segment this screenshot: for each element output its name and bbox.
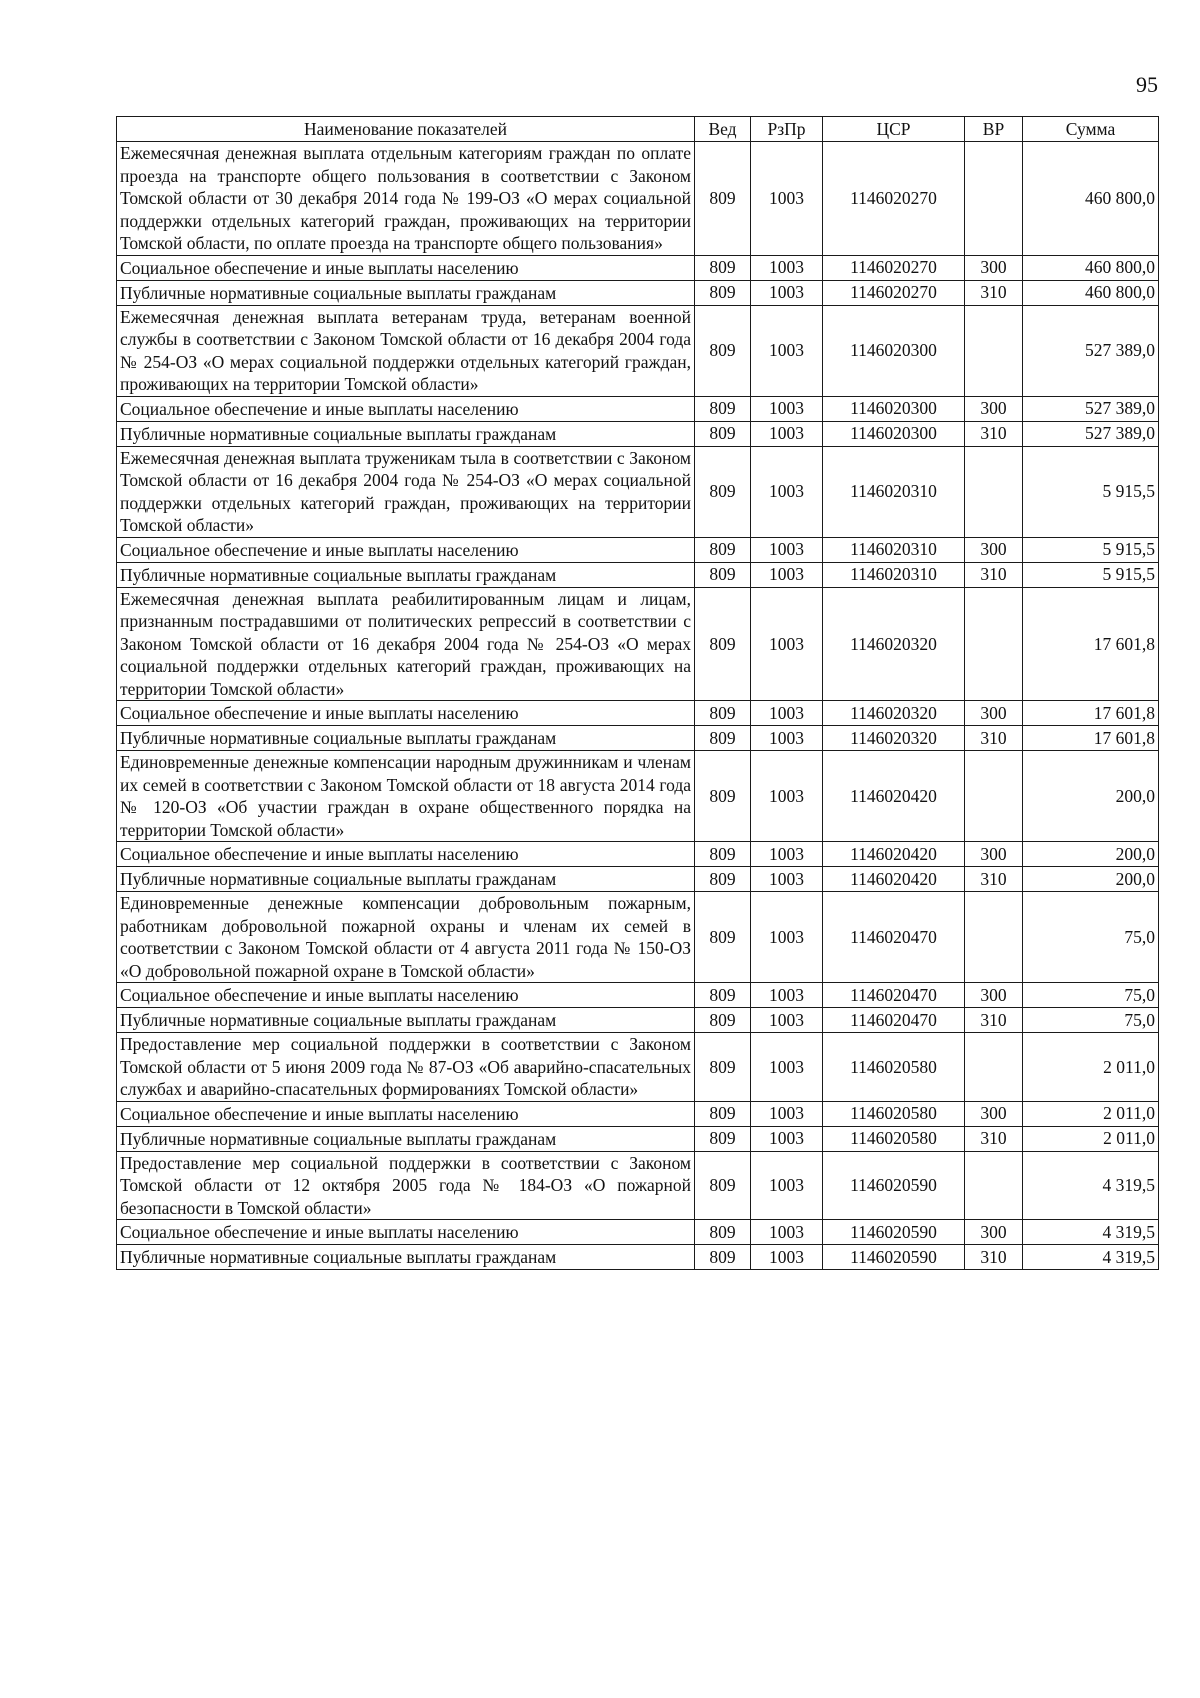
table-row <box>117 867 1159 892</box>
cell-rzpr: 1003 <box>751 396 823 421</box>
cell-rzpr: 1003 <box>751 255 823 280</box>
cell-vr <box>965 142 1023 256</box>
table-row <box>117 421 1159 446</box>
cell-name: Единовременные денежные компенсации народным дружинникам и членам их семей в соответствии с Законом Томской области от 18 августа 2014 года № 120-ОЗ «Об участии граждан в охране общественного порядка на территории Томской области» <box>117 751 695 842</box>
table-body <box>117 142 1159 1270</box>
cell-rzpr: 1003 <box>751 1008 823 1033</box>
cell-csr: 1146020580 <box>823 1101 965 1126</box>
cell-sum: 17 601,8 <box>1023 726 1159 751</box>
cell-rzpr: 1003 <box>751 726 823 751</box>
table-row <box>117 1101 1159 1126</box>
cell-vr: 310 <box>965 562 1023 587</box>
cell-rzpr: 1003 <box>751 1245 823 1270</box>
cell-csr: 1146020300 <box>823 396 965 421</box>
header-name: Наименование показателей <box>117 117 695 142</box>
cell-rzpr: 1003 <box>751 537 823 562</box>
cell-sum: 17 601,8 <box>1023 701 1159 726</box>
table-row <box>117 562 1159 587</box>
header-csr: ЦСР <box>823 117 965 142</box>
cell-rzpr: 1003 <box>751 562 823 587</box>
cell-csr: 1146020470 <box>823 1008 965 1033</box>
cell-sum: 4 319,5 <box>1023 1220 1159 1245</box>
cell-sum: 2 011,0 <box>1023 1033 1159 1102</box>
table-row <box>117 1245 1159 1270</box>
table-row <box>117 983 1159 1008</box>
cell-csr: 1146020300 <box>823 421 965 446</box>
cell-name: Публичные нормативные социальные выплаты гражданам <box>117 726 695 751</box>
cell-sum: 2 011,0 <box>1023 1101 1159 1126</box>
header-rzpr: РзПр <box>751 117 823 142</box>
cell-ved: 809 <box>695 562 751 587</box>
cell-sum: 460 800,0 <box>1023 142 1159 256</box>
cell-ved: 809 <box>695 1151 751 1220</box>
cell-rzpr: 1003 <box>751 842 823 867</box>
cell-csr: 1146020580 <box>823 1033 965 1102</box>
cell-sum: 5 915,5 <box>1023 562 1159 587</box>
cell-vr: 310 <box>965 421 1023 446</box>
cell-ved: 809 <box>695 867 751 892</box>
cell-vr: 310 <box>965 1008 1023 1033</box>
cell-ved: 809 <box>695 280 751 305</box>
cell-vr: 310 <box>965 867 1023 892</box>
cell-rzpr: 1003 <box>751 867 823 892</box>
cell-ved: 809 <box>695 421 751 446</box>
cell-name: Социальное обеспечение и иные выплаты населению <box>117 983 695 1008</box>
cell-sum: 4 319,5 <box>1023 1245 1159 1270</box>
table-row <box>117 726 1159 751</box>
cell-vr: 300 <box>965 537 1023 562</box>
table-row <box>117 1126 1159 1151</box>
cell-rzpr: 1003 <box>751 1151 823 1220</box>
budget-table <box>116 116 1159 1270</box>
cell-ved: 809 <box>695 142 751 256</box>
cell-name: Социальное обеспечение и иные выплаты населению <box>117 255 695 280</box>
cell-name: Ежемесячная денежная выплата отдельным категориям граждан по оплате проезда на транспорте общего пользования в соответствии с Законом Томской области от 30 декабря 2014 года № 199-ОЗ «О мерах социальной поддержки отдельных категорий граждан, проживающих на территории Томской области, по оплате проезда на транспорте общего пользования» <box>117 142 695 256</box>
cell-csr: 1146020300 <box>823 305 965 396</box>
cell-name: Предоставление мер социальной поддержки в соответствии с Законом Томской области от 12 октября 2005 года № 184-ОЗ «О пожарной безопасности в Томской области» <box>117 1151 695 1220</box>
cell-csr: 1146020310 <box>823 446 965 537</box>
table-row <box>117 1033 1159 1102</box>
cell-rzpr: 1003 <box>751 142 823 256</box>
cell-sum: 200,0 <box>1023 751 1159 842</box>
cell-rzpr: 1003 <box>751 587 823 701</box>
cell-ved: 809 <box>695 1220 751 1245</box>
cell-ved: 809 <box>695 1101 751 1126</box>
cell-csr: 1146020420 <box>823 751 965 842</box>
table-row <box>117 701 1159 726</box>
cell-sum: 17 601,8 <box>1023 587 1159 701</box>
cell-vr <box>965 892 1023 983</box>
cell-rzpr: 1003 <box>751 1220 823 1245</box>
cell-name: Социальное обеспечение и иные выплаты населению <box>117 701 695 726</box>
cell-vr: 300 <box>965 983 1023 1008</box>
cell-sum: 527 389,0 <box>1023 305 1159 396</box>
cell-vr <box>965 446 1023 537</box>
table-row <box>117 587 1159 701</box>
cell-csr: 1146020590 <box>823 1220 965 1245</box>
page-number: 95 <box>1136 72 1158 97</box>
cell-ved: 809 <box>695 751 751 842</box>
cell-vr: 300 <box>965 1101 1023 1126</box>
cell-vr: 300 <box>965 396 1023 421</box>
table-row <box>117 142 1159 256</box>
table-row <box>117 751 1159 842</box>
table-row <box>117 842 1159 867</box>
cell-rzpr: 1003 <box>751 892 823 983</box>
cell-sum: 527 389,0 <box>1023 396 1159 421</box>
header-ved: Вед <box>695 117 751 142</box>
cell-ved: 809 <box>695 305 751 396</box>
cell-vr: 300 <box>965 842 1023 867</box>
cell-sum: 75,0 <box>1023 1008 1159 1033</box>
cell-ved: 809 <box>695 701 751 726</box>
cell-csr: 1146020270 <box>823 142 965 256</box>
cell-csr: 1146020420 <box>823 867 965 892</box>
cell-sum: 200,0 <box>1023 842 1159 867</box>
cell-csr: 1146020310 <box>823 537 965 562</box>
cell-csr: 1146020420 <box>823 842 965 867</box>
table-row <box>117 280 1159 305</box>
cell-vr <box>965 751 1023 842</box>
cell-csr: 1146020270 <box>823 255 965 280</box>
cell-ved: 809 <box>695 1126 751 1151</box>
cell-csr: 1146020310 <box>823 562 965 587</box>
cell-ved: 809 <box>695 255 751 280</box>
table-header-row <box>117 117 1159 142</box>
table-row <box>117 396 1159 421</box>
cell-name: Публичные нормативные социальные выплаты гражданам <box>117 421 695 446</box>
cell-vr <box>965 305 1023 396</box>
cell-csr: 1146020320 <box>823 701 965 726</box>
cell-sum: 4 319,5 <box>1023 1151 1159 1220</box>
cell-vr: 300 <box>965 255 1023 280</box>
cell-csr: 1146020320 <box>823 726 965 751</box>
cell-ved: 809 <box>695 726 751 751</box>
cell-name: Публичные нормативные социальные выплаты гражданам <box>117 562 695 587</box>
cell-name: Публичные нормативные социальные выплаты гражданам <box>117 1008 695 1033</box>
cell-csr: 1146020470 <box>823 892 965 983</box>
table-row <box>117 255 1159 280</box>
cell-name: Социальное обеспечение и иные выплаты населению <box>117 842 695 867</box>
table-row <box>117 1151 1159 1220</box>
cell-ved: 809 <box>695 1245 751 1270</box>
cell-csr: 1146020590 <box>823 1151 965 1220</box>
cell-rzpr: 1003 <box>751 280 823 305</box>
cell-name: Публичные нормативные социальные выплаты гражданам <box>117 280 695 305</box>
cell-ved: 809 <box>695 537 751 562</box>
header-vr: ВР <box>965 117 1023 142</box>
cell-csr: 1146020470 <box>823 983 965 1008</box>
cell-ved: 809 <box>695 396 751 421</box>
table-row <box>117 446 1159 537</box>
cell-sum: 75,0 <box>1023 983 1159 1008</box>
table-row <box>117 1008 1159 1033</box>
cell-name: Публичные нормативные социальные выплаты гражданам <box>117 1126 695 1151</box>
cell-name: Единовременные денежные компенсации добровольным пожарным, работникам добровольной пожарной охраны и членам их семей в соответствии с Законом Томской области от 4 августа 2011 года № 150-ОЗ «О добровольной пожарной охране в Томской области» <box>117 892 695 983</box>
cell-sum: 75,0 <box>1023 892 1159 983</box>
cell-ved: 809 <box>695 842 751 867</box>
cell-csr: 1146020580 <box>823 1126 965 1151</box>
cell-vr: 300 <box>965 701 1023 726</box>
cell-sum: 460 800,0 <box>1023 255 1159 280</box>
cell-name: Публичные нормативные социальные выплаты гражданам <box>117 1245 695 1270</box>
cell-vr: 310 <box>965 1245 1023 1270</box>
cell-sum: 5 915,5 <box>1023 537 1159 562</box>
cell-sum: 2 011,0 <box>1023 1126 1159 1151</box>
cell-name: Социальное обеспечение и иные выплаты населению <box>117 1101 695 1126</box>
cell-name: Социальное обеспечение и иные выплаты населению <box>117 537 695 562</box>
cell-vr <box>965 587 1023 701</box>
cell-name: Ежемесячная денежная выплата реабилитированным лицам и лицам, признанным пострадавшими от политических репрессий в соответствии с Законом Томской области от 16 декабря 2004 года № 254-ОЗ «О мерах социальной поддержки отдельных категорий граждан, проживающих на территории Томской области» <box>117 587 695 701</box>
cell-rzpr: 1003 <box>751 1126 823 1151</box>
cell-ved: 809 <box>695 983 751 1008</box>
cell-sum: 527 389,0 <box>1023 421 1159 446</box>
header-sum: Сумма <box>1023 117 1159 142</box>
cell-sum: 5 915,5 <box>1023 446 1159 537</box>
cell-ved: 809 <box>695 587 751 701</box>
cell-ved: 809 <box>695 1008 751 1033</box>
cell-rzpr: 1003 <box>751 1033 823 1102</box>
cell-rzpr: 1003 <box>751 446 823 537</box>
table-row <box>117 305 1159 396</box>
cell-ved: 809 <box>695 446 751 537</box>
cell-vr: 310 <box>965 726 1023 751</box>
cell-vr <box>965 1151 1023 1220</box>
cell-name: Публичные нормативные социальные выплаты гражданам <box>117 867 695 892</box>
cell-rzpr: 1003 <box>751 1101 823 1126</box>
cell-name: Социальное обеспечение и иные выплаты населению <box>117 1220 695 1245</box>
cell-rzpr: 1003 <box>751 701 823 726</box>
cell-csr: 1146020590 <box>823 1245 965 1270</box>
cell-name: Предоставление мер социальной поддержки в соответствии с Законом Томской области от 5 июня 2009 года № 87-ОЗ «Об аварийно-спасательных службах и аварийно-спасательных формированиях Томской области» <box>117 1033 695 1102</box>
table-row <box>117 892 1159 983</box>
cell-vr: 310 <box>965 1126 1023 1151</box>
cell-sum: 460 800,0 <box>1023 280 1159 305</box>
cell-name: Ежемесячная денежная выплата ветеранам труда, ветеранам военной службы в соответствии с Законом Томской области от 16 декабря 2004 года № 254-ОЗ «О мерах социальной поддержки отдельных категорий граждан, проживающих на территории Томской области» <box>117 305 695 396</box>
cell-csr: 1146020320 <box>823 587 965 701</box>
cell-vr <box>965 1033 1023 1102</box>
table-row <box>117 1220 1159 1245</box>
cell-rzpr: 1003 <box>751 421 823 446</box>
cell-rzpr: 1003 <box>751 751 823 842</box>
cell-vr: 310 <box>965 280 1023 305</box>
cell-vr: 300 <box>965 1220 1023 1245</box>
cell-csr: 1146020270 <box>823 280 965 305</box>
table-row <box>117 537 1159 562</box>
cell-name: Социальное обеспечение и иные выплаты населению <box>117 396 695 421</box>
cell-rzpr: 1003 <box>751 305 823 396</box>
cell-ved: 809 <box>695 892 751 983</box>
cell-rzpr: 1003 <box>751 983 823 1008</box>
cell-ved: 809 <box>695 1033 751 1102</box>
cell-sum: 200,0 <box>1023 867 1159 892</box>
cell-name: Ежемесячная денежная выплата труженикам тыла в соответствии с Законом Томской области от 16 декабря 2004 года № 254-ОЗ «О мерах социальной поддержки отдельных категорий граждан, проживающих на территории Томской области» <box>117 446 695 537</box>
